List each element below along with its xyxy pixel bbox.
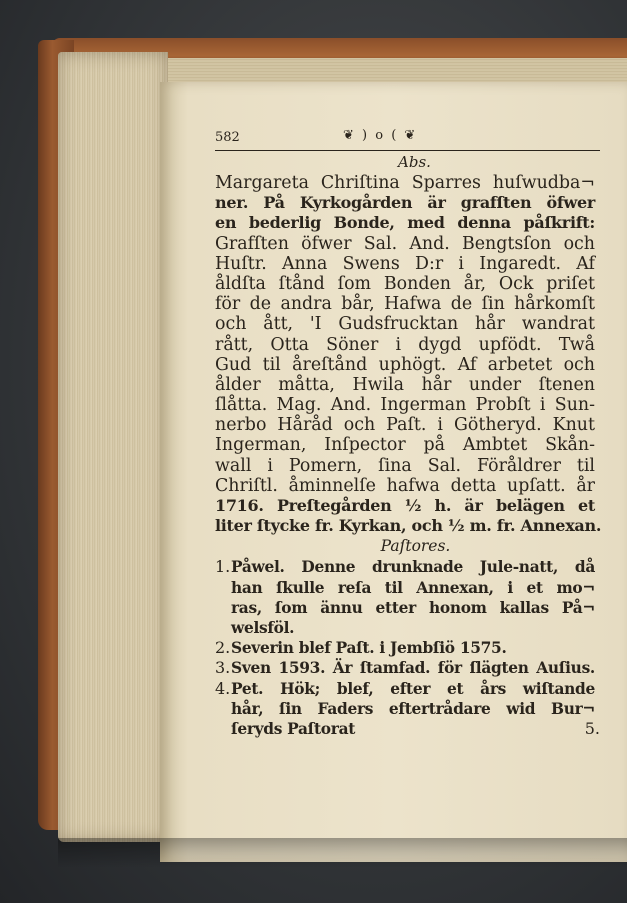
page-edges-side [58, 52, 168, 842]
text-line: Påwel. Denne drunknade Jule-natt, då [231, 558, 595, 577]
text-line: hår, ſin Faders eftertrådare wid Bur¬ [231, 699, 595, 718]
text-line: Ingerman, Inſpector på Ambtet Skån- [215, 435, 595, 456]
list-item [215, 658, 600, 678]
header-ornament: ❦ ) o ( ❦ [343, 128, 418, 143]
page-text [215, 128, 600, 759]
text-line: för de andra bår, Hafwa de ſin hårkomſt [215, 294, 595, 315]
text-line: Sven 1593. Är ſtamfad. för ſlägten Auſius. [231, 659, 595, 678]
page-shadow [58, 838, 627, 868]
text-line: Severin blef Paſt. i Jembſiö 1575. [231, 639, 507, 658]
list-item-number: 3. [215, 658, 231, 678]
text-line: Grafſten öfwer Sal. And. Bengtsſon och [215, 233, 595, 254]
main-paragraph [215, 173, 600, 536]
text-line: Huſtr. Anna Swens D:r i Ingaredt. Af [215, 253, 595, 274]
list-item-body [231, 658, 600, 678]
list-item-number: 2. [215, 638, 231, 658]
text-line: Margareta Chriſtina Sparres huſwudba¬ [215, 173, 595, 193]
text-line: han ſkulle reſa til Annexan, i et mo¬ [231, 578, 595, 597]
running-header [215, 128, 600, 151]
list-item-body [231, 557, 600, 638]
list-item-number: 4. [215, 678, 231, 698]
text-line: rått, Otta Söner i dygd upfödt. Twå [215, 334, 595, 355]
text-line: welsföl. [231, 618, 295, 637]
text-line: en bederlig Bonde, med denna påſkrift: [215, 213, 595, 233]
section-title: Paſtores. [380, 537, 451, 556]
place-heading: Abs. [398, 153, 431, 171]
text-line: Pet. Hök; blef, efter et års wiſtande [231, 679, 595, 698]
list-item [215, 638, 600, 658]
page-number: 582 [215, 130, 240, 145]
pastores-list [215, 557, 600, 739]
list-item-body [231, 679, 600, 740]
text-line: Gud til åreſtånd uphögt. Af arbetet och [215, 354, 595, 375]
text-line: åldſta ſtånd ſom Bonden år, Ock priſet [215, 273, 595, 294]
list-item [215, 557, 600, 638]
text-line: ſlåtta. Mag. And. Ingerman Probſt i Sun- [215, 395, 595, 416]
text-line: och ått, 'I Gudsfrucktan hår wandrat [215, 314, 595, 335]
text-line: 1716. Preſtegården ½ h. är belägen et [215, 496, 595, 515]
list-item [215, 679, 600, 740]
text-line: ras, ſom ännu etter honom kallas På¬ [231, 598, 595, 617]
list-item-number: 1. [215, 557, 231, 577]
text-line: Chriſtl. åminnelſe hafwa detta upſatt. år [215, 475, 595, 496]
text-line: ner. På Kyrkogården är grafſten öfwer [215, 193, 595, 213]
text-line: ålder måtta, Hwila hår under ſtenen [215, 374, 595, 395]
list-item-body [231, 638, 600, 658]
text-line: wall i Pomern, ſina Sal. Föråldrer til [215, 455, 595, 476]
catchword: 5. [584, 719, 600, 739]
text-line: ſeryds Paſtorat [231, 719, 356, 738]
text-line: nerbo Håråd och Paſt. i Götheryd. Knut [215, 415, 595, 436]
text-line: liter ſtycke fr. Kyrkan, och ½ m. fr. Annexan. [215, 516, 602, 536]
